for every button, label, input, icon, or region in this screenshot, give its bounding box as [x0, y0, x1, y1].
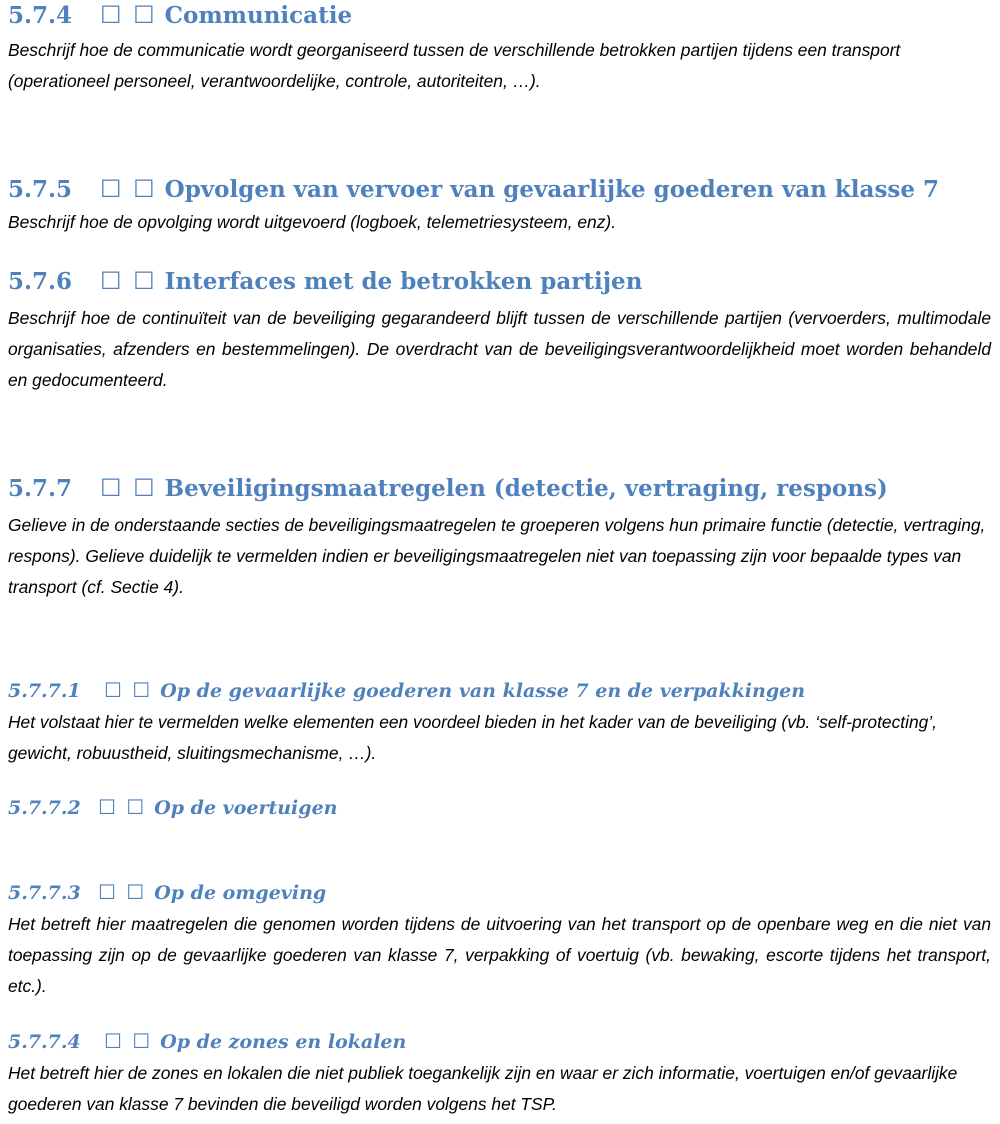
section-body: Beschrijf hoe de communicatie wordt georganiseerd tussen de verschillende betrokken partijen tijdens een transport (operationeel personeel, verantwoordelijke, controle, autoriteiten, …).	[8, 40, 901, 91]
section-number: 5.7.7.3	[8, 882, 81, 904]
subsection-heading	[8, 678, 991, 703]
section-heading	[8, 473, 991, 504]
section-title: Interfaces met de betrokken partijen	[164, 268, 643, 295]
section-heading	[8, 174, 991, 205]
section-5-7-6	[8, 266, 991, 396]
section-body: Gelieve in de onderstaande secties de beveiligingsmaatregelen te groeperen volgens hun primaire functie (detectie, vertraging, respons). Gelieve duidelijk te vermelden indien er beveiligingsmaatregelen niet van toepassing zijn voor bepaalde types van transport (cf. Sectie 4).	[8, 515, 986, 597]
checkbox-pair-icon[interactable]: ☐ ☐	[100, 1, 157, 29]
section-title: Communicatie	[164, 2, 353, 29]
section-title: Opvolgen van vervoer van gevaarlijke goederen van klasse 7	[164, 176, 939, 203]
section-body: Het betreft hier de zones en lokalen die niet publiek toegankelijk zijn en waar er zich informatie, voertuigen en/of gevaarlijke goederen van klasse 7 bevinden die beveiligd worden volgens het TSP.	[8, 1063, 958, 1114]
section-body: Het betreft hier maatregelen die genomen worden tijdens de uitvoering van het transport op de openbare weg en die niet van toepassing zijn op de gevaarlijke goederen van klasse 7, verpakking of voertuig (vb. bewaking, escorte tijdens het transport, etc.).	[8, 914, 991, 996]
section-5-7-7-1	[8, 678, 991, 769]
subsection-heading	[8, 880, 991, 905]
subsection-heading	[8, 1029, 991, 1054]
checkbox-pair-icon[interactable]: ☐ ☐	[100, 267, 157, 295]
section-number: 5.7.7	[8, 475, 73, 502]
section-heading	[8, 0, 991, 31]
checkbox-pair-icon[interactable]: ☐ ☐	[100, 175, 157, 203]
section-body: Beschrijf hoe de continuïteit van de beveiliging gegarandeerd blijft tussen de verschillende partijen (vervoerders, multimodale organisaties, afzenders en bestemmelingen). De overdracht van de beveiligingsverantwoordelijkheid moet worden behandeld en gedocumenteerd.	[8, 308, 991, 390]
section-number: 5.7.7.1	[8, 680, 81, 702]
section-title: Op de omgeving	[154, 882, 327, 904]
checkbox-pair-icon[interactable]: ☐ ☐	[104, 1029, 153, 1053]
section-title: Op de voertuigen	[154, 797, 338, 819]
section-5-7-5	[8, 174, 991, 238]
section-5-7-4	[8, 0, 991, 97]
section-5-7-7-2	[8, 795, 991, 820]
checkbox-pair-icon[interactable]: ☐ ☐	[98, 795, 147, 819]
section-5-7-7-3	[8, 880, 991, 1002]
section-heading	[8, 266, 991, 297]
subsection-heading	[8, 795, 991, 820]
section-body: Het volstaat hier te vermelden welke elementen een voordeel bieden in het kader van de beveiliging (vb. ‘self-protecting’, gewicht, robuustheid, sluitingsmechanisme, …).	[8, 712, 938, 763]
checkbox-pair-icon[interactable]: ☐ ☐	[104, 678, 153, 702]
section-title: Op de gevaarlijke goederen van klasse 7 en de verpakkingen	[160, 680, 806, 702]
section-title: Beveiligingsmaatregelen (detectie, vertraging, respons)	[164, 475, 888, 502]
section-number: 5.7.7.2	[8, 797, 81, 819]
section-number: 5.7.4	[8, 2, 73, 29]
section-5-7-7	[8, 473, 991, 603]
section-body: Beschrijf hoe de opvolging wordt uitgevoerd (logboek, telemetriesysteem, enz).	[8, 212, 617, 232]
checkbox-pair-icon[interactable]: ☐ ☐	[100, 474, 157, 502]
section-title: Op de zones en lokalen	[160, 1031, 407, 1053]
section-5-7-7-4	[8, 1029, 991, 1120]
section-number: 5.7.5	[8, 176, 73, 203]
section-number: 5.7.6	[8, 268, 73, 295]
checkbox-pair-icon[interactable]: ☐ ☐	[98, 880, 147, 904]
section-number: 5.7.7.4	[8, 1031, 81, 1053]
